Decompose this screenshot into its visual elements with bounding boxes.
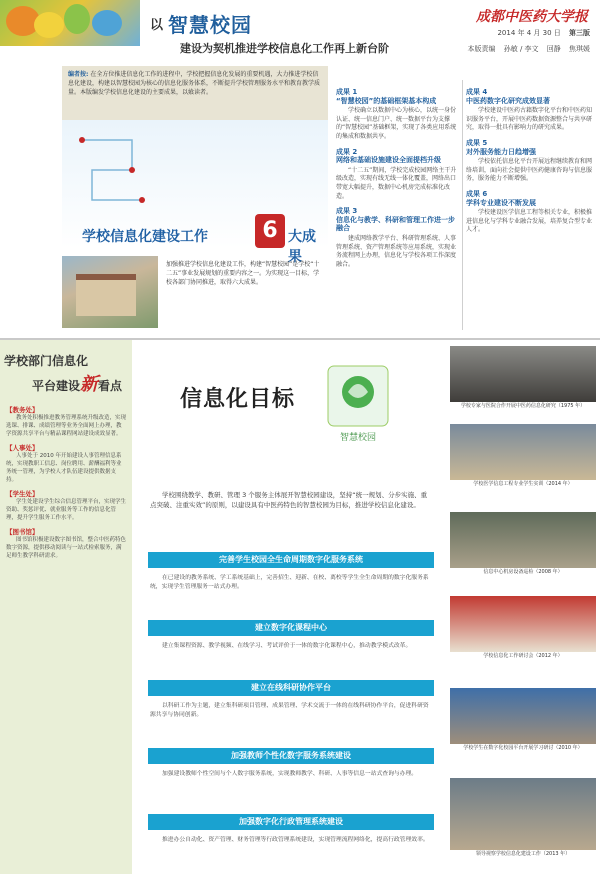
photo-caption: 信息中心机房设备巡检（2008 年） (483, 569, 563, 575)
achievement-number: 成果 3 (336, 207, 358, 216)
department-section-text: 教务处积极推进教务管理系统升级改造，实现选课、排课、成绩管理等业务全面网上办理，教学资源共享平台与精品课程网站建设成效显著。 (6, 415, 127, 437)
department-section-text: 图书馆积极建设数字图书馆，整合中医药特色数字资源，提供移动阅读与一站式检索服务，满足师生教学科研需求。 (6, 537, 127, 559)
logo-text: 智慧校园 (339, 433, 377, 443)
photo-column (446, 340, 600, 874)
photo-image (450, 778, 596, 850)
editor-note (62, 66, 328, 120)
info-targets-title: 信息化目标 (180, 387, 296, 412)
photo-item (450, 778, 596, 859)
department-heading: 学校部门信息化 (4, 354, 89, 368)
goal-bar: 加强教师个性化数字服务系统建设 (148, 748, 434, 764)
timeline-graphic (72, 120, 162, 240)
achievement-item (336, 148, 460, 202)
achievement-body: 学校建设医学信息工程等相关专业，积极推进信息化与学科专业融合发展，培养复合型专业人才。 (466, 209, 593, 234)
goal-bar: 建立数字化课程中心 (148, 620, 434, 636)
editor-note-text: 在全方位推进信息化工作的进程中，学校把握信息化发展的重要机遇，大力推进学校信息化建设，构建以智慧校园为核心的信息化服务体系，不断提升学校管理服务水平和教育教学质量。本版编发学校信息化建设的主要成果，以飨读者。 (68, 71, 321, 96)
stats-suffix: 大成果 (288, 229, 316, 265)
editor-label: 本版责编 (467, 45, 496, 53)
goal-bar: 完善学生校园全生命周期数字化服务系统 (148, 552, 434, 568)
page-header (0, 0, 600, 60)
achievement-title: “智慧校园”的基础框架基本构成 (336, 96, 437, 105)
stats-number: 6 (255, 214, 285, 248)
section-prefix: 以 (150, 18, 164, 33)
achievement-number: 成果 5 (466, 138, 488, 147)
stats-panel (62, 120, 328, 334)
achievement-item (466, 88, 594, 133)
achievement-body: 学校依托信息化平台开展远程继续教育和网络培训，面向社会提供中医药健康咨询与信息服务，服务能力不断增强。 (466, 158, 593, 183)
department-body (6, 400, 126, 560)
photo-item (450, 688, 596, 753)
photo-image (450, 512, 596, 568)
department-subheading (32, 370, 122, 396)
department-section-title: 【教务处】 (6, 406, 39, 414)
achievement-item (336, 88, 460, 142)
photo-caption: 学校信息化工作研讨会（2012 年） (483, 653, 563, 659)
stats-description: 加强推进学校信息化建设工作，构建“智慧校园”是学校“十二五”事业发展规划的重要内容之一。为实现这一目标，学校各部门协同推进，取得六大成果。 (166, 261, 320, 286)
achievement-number: 成果 6 (466, 189, 488, 198)
achievement-title: 学科专业建设不断发展 (466, 198, 536, 207)
department-section-title: 【学生处】 (6, 490, 39, 498)
photo-image (450, 688, 596, 744)
department-section-text: 学生处建设学生综合信息管理平台，实现学生资助、奖惩评优、就业服务等工作的信息化管理，提升学生服务工作水平。 (6, 499, 127, 521)
issue-date: 2014 年 4 月 30 日 (497, 29, 561, 37)
photo-image (450, 596, 596, 652)
achievement-item (336, 207, 460, 269)
achievement-title: 信息化与教学、科研和管理工作进一步融合 (336, 215, 455, 233)
achievement-body: 学校建设中医药古籍数字化平台和中医药知识服务平台，开展中医药数据资源整合与共享研究，取得一批具有影响力的研究成果。 (466, 107, 593, 132)
achievement-item (466, 190, 594, 235)
achievement-body: “十二五”期间，学校完成校园网络主干升级改造，实现有线无线一体化覆盖，网络出口带宽大幅提升，数据中心机房完成标准化改造。 (336, 166, 457, 200)
header-logo-graphic (0, 0, 140, 46)
achievement-body: 学校确立以数据中心为核心，以统一身份认证、统一信息门户、统一数据平台为支撑的“智慧校园”基础框架，实现了各类应用系统的集成和数据共享。 (336, 107, 457, 140)
achievement-item (466, 139, 594, 184)
department-section-title: 【图书馆】 (6, 528, 39, 536)
achievement-title: 对外服务能力日趋增强 (466, 147, 536, 156)
info-targets-section (140, 340, 440, 874)
info-targets-intro: 学校围绕教学、教研、管理 3 个服务主体展开智慧校园建设，坚持“统一规划、分步实施、重点突破、注重实效”的原则，以建设具有中医药特色的智慧校园为目标，推进学校信息化建设。 (150, 491, 428, 509)
issue-page: 第三版 (569, 29, 590, 37)
column-divider (462, 80, 463, 330)
subheading-part-b: 看点 (98, 379, 123, 393)
achievements-column-right (466, 82, 594, 235)
goal-bar: 建立在线科研协作平台 (148, 680, 434, 696)
stats-title: 学校信息化建设工作 (82, 229, 208, 245)
photo-item (450, 512, 596, 577)
design-name: 焦琪媛 (569, 45, 590, 53)
department-section-text: 人事处于 2010 年开始建设人事管理信息系统，实现教职工信息、岗位聘用、薪酬福利等业务统一管理，为学校人才队伍建设提供数据支持。 (6, 453, 122, 483)
goal-bar: 加强数字化行政管理系统建设 (148, 814, 434, 830)
photo-item (450, 346, 596, 411)
goal-text: 在已建设的教务系统、学工系统基础上，完善招生、迎新、在校、离校等学生全生命周期的数字化服务系统，实现学生管理服务一站式办理。 (150, 575, 429, 590)
achievement-body: 建成网络教学平台、科研管理系统、人事管理系统、资产管理系统等应用系统，实现业务流程网上办理，信息化与学校各项工作深度融合。 (336, 234, 457, 268)
photo-caption: 领导视察学校信息化建设工作（2013 年） (475, 851, 571, 857)
section-title: 智慧校园 (168, 13, 252, 37)
smart-campus-logo (322, 360, 394, 446)
achievement-number: 成果 1 (336, 88, 358, 96)
photo-caption: 学校专家与医院合作开展中医药信息化研究（1975 年） (460, 403, 586, 409)
photo-caption: 学校学生在数字化校园平台开展学习研讨（2010 年） (463, 745, 583, 751)
newspaper-name: 成都中医药大学报 (476, 9, 588, 25)
photo-item (450, 424, 596, 489)
editor-line (461, 44, 590, 54)
photo-caption: 学校医学信息工程专业学生实训（2014 年） (473, 481, 573, 487)
photo-image (450, 346, 596, 402)
department-section-title: 【人事处】 (6, 444, 39, 452)
achievement-number: 成果 4 (466, 88, 488, 96)
editor-names: 孙敏 / 李文 (503, 45, 539, 53)
campus-photo (62, 256, 158, 328)
goal-text: 推进办公自动化、资产管理、财务管理等行政管理系统建设，实现管理流程网络化，提高行政管理效率。 (162, 837, 429, 843)
subheading-part-a: 平台建设 (32, 379, 81, 393)
subheading-new: 新 (80, 374, 99, 395)
section-subtitle: 建设为契机推进学校信息化工作再上新台阶 (180, 42, 389, 55)
achievements-column-left (336, 82, 460, 269)
photo-item (450, 596, 596, 661)
achievement-title: 网络和基础设施建设全面提档升级 (336, 156, 441, 165)
goal-text: 以科研工作为主题，建立集科研项目管理、成果管理、学术交流于一体的在线科研协作平台，促进科研资源共享与协同创新。 (150, 703, 429, 718)
editor-note-label: 编者按: (68, 71, 89, 78)
issue-line (491, 28, 590, 38)
photo-image (450, 424, 596, 480)
goal-text: 加强建设教师个性空间与个人数字服务系统，实现教师教学、科研、人事等信息一站式查询与办理。 (162, 771, 418, 777)
proof-name: 回静 (546, 45, 561, 53)
goal-text: 建立集课程资源、教学视频、在线学习、考试评价于一体的数字化课程中心，推动教学模式改革。 (162, 643, 412, 649)
achievement-number: 成果 2 (336, 147, 358, 156)
department-column (0, 340, 132, 874)
achievement-title: 中医药数字化研究成效显著 (466, 96, 550, 105)
